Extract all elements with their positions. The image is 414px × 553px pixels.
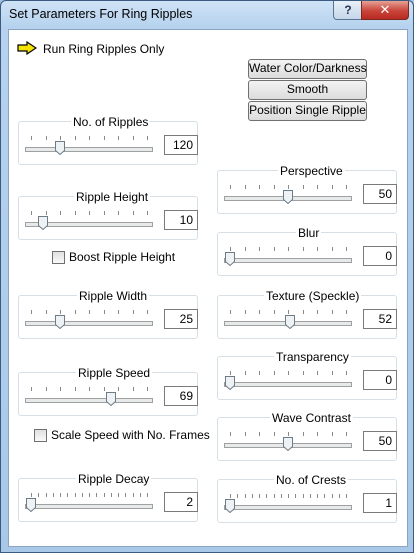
slider-tick [266,494,267,498]
slider-tick [147,211,148,215]
ripple-height-label: Ripple Height [76,190,149,204]
slider-tick [31,136,32,140]
slider-tick [230,432,231,436]
ripple-width-slider[interactable] [25,308,153,332]
slider-tick [133,310,134,314]
slider-tick [67,493,68,497]
slider-ticks [230,310,346,314]
transparency-value[interactable]: 0 [363,370,397,390]
slider-tick [281,494,282,498]
slider-tick [346,494,347,498]
slider-tick [332,247,333,251]
no-of-ripples-label: No. of Ripples [73,115,149,129]
slider-tick [303,371,304,375]
window-title: Set Parameters For Ring Ripples [9,7,193,21]
slider-tick [46,493,47,497]
slider-tick [317,185,318,189]
slider-tick [60,136,61,140]
ripple-speed-slider[interactable] [25,385,153,409]
slider-tick [89,310,90,314]
slider-thumb[interactable] [26,498,36,512]
slider-tick [46,387,47,391]
blur-label: Blur [298,226,320,240]
slider-tick [96,493,97,497]
no-of-crests-label: No. of Crests [276,473,347,487]
slider-ticks [31,211,147,215]
slider-tick [259,432,260,436]
slider-tick [332,310,333,314]
blur-value[interactable]: 0 [363,246,397,266]
slider-tick [274,371,275,375]
boost-ripple-height-label: Boost Ripple Height [69,250,176,264]
help-button[interactable]: ? [333,1,363,20]
slider-thumb[interactable] [106,392,116,406]
ripple-width-value[interactable]: 25 [164,309,198,329]
slider-tick [46,310,47,314]
smooth-button[interactable]: Smooth [248,80,367,100]
slider-tick [60,387,61,391]
slider-tick [75,387,76,391]
slider-tick [60,310,61,314]
slider-ticks [31,493,147,497]
slider-tick [111,493,112,497]
slider-track[interactable] [224,382,352,387]
slider-tick [230,371,231,375]
no-of-crests-slider[interactable] [224,492,352,516]
slider-track[interactable] [224,505,352,510]
slider-tick [60,211,61,215]
slider-tick [147,310,148,314]
slider-ticks [31,310,147,314]
slider-tick [125,493,126,497]
slider-thumb[interactable] [225,376,235,390]
wave-contrast-value[interactable]: 50 [363,431,397,451]
slider-ticks [31,387,147,391]
slider-tick [89,211,90,215]
slider-tick [303,432,304,436]
slider-track[interactable] [25,321,153,326]
slider-ticks [230,247,346,251]
slider-tick [31,387,32,391]
slider-tick [288,371,289,375]
slider-thumb[interactable] [283,437,293,451]
transparency-label: Transparency [276,350,349,364]
slider-tick [259,185,260,189]
slider-tick [147,493,148,497]
slider-tick [118,387,119,391]
slider-tick [288,247,289,251]
slider-tick [245,494,246,498]
slider-tick [46,211,47,215]
slider-tick [259,371,260,375]
slider-tick [274,247,275,251]
slider-tick [104,310,105,314]
slider-tick [324,494,325,498]
slider-tick [133,211,134,215]
slider-tick [46,136,47,140]
slider-tick [53,493,54,497]
slider-tick [303,310,304,314]
slider-tick [310,494,311,498]
texture-speckle-label: Texture (Speckle) [266,289,360,303]
water-color-darkness-button[interactable]: Water Color/Darkness [248,59,367,79]
slider-tick [346,310,347,314]
slider-tick [346,371,347,375]
slider-tick [346,432,347,436]
perspective-value[interactable]: 50 [363,184,397,204]
ripple-speed-label: Ripple Speed [78,366,151,380]
slider-tick [230,310,231,314]
slider-ticks [230,185,346,189]
wave-contrast-label: Wave Contrast [272,411,351,425]
slider-tick [118,310,119,314]
ripple-speed-value[interactable]: 69 [164,386,198,406]
slider-thumb[interactable] [225,499,235,513]
slider-tick [75,211,76,215]
slider-tick [245,432,246,436]
slider-tick [317,432,318,436]
slider-tick [288,432,289,436]
slider-tick [259,310,260,314]
slider-tick [133,387,134,391]
slider-tick [237,494,238,498]
slider-tick [317,310,318,314]
slider-tick [140,493,141,497]
texture-speckle-slider[interactable] [224,308,352,332]
slider-track[interactable] [25,398,153,403]
slider-tick [332,185,333,189]
ripple-width-label: Ripple Width [79,289,148,303]
slider-tick [60,493,61,497]
slider-thumb[interactable] [283,190,293,204]
slider-tick [288,310,289,314]
slider-tick [31,310,32,314]
slider-tick [339,494,340,498]
slider-tick [89,493,90,497]
slider-tick [288,185,289,189]
slider-tick [147,387,148,391]
slider-tick [38,493,39,497]
slider-tick [118,493,119,497]
slider-tick [252,494,253,498]
slider-thumb[interactable] [285,315,295,329]
slider-thumb[interactable] [55,315,65,329]
slider-tick [274,185,275,189]
slider-tick [295,494,296,498]
slider-tick [75,310,76,314]
slider-tick [118,136,119,140]
slider-thumb[interactable] [38,216,48,230]
slider-ticks [230,432,346,436]
slider-tick [133,493,134,497]
no-of-ripples-value[interactable]: 120 [164,135,198,155]
ripple-height-slider[interactable] [25,209,153,233]
transparency-slider[interactable] [224,369,352,393]
slider-tick [133,136,134,140]
blur-slider[interactable] [224,245,352,269]
slider-ticks [230,371,346,375]
slider-tick [245,371,246,375]
slider-tick [317,247,318,251]
slider-tick [303,185,304,189]
slider-tick [274,494,275,498]
checkbox-box[interactable] [34,429,47,442]
slider-tick [104,211,105,215]
slider-tick [346,185,347,189]
dialog-client-area [8,29,408,547]
slider-tick [75,136,76,140]
slider-tick [332,494,333,498]
close-button[interactable]: ✕ [361,1,409,20]
slider-tick [230,247,231,251]
ripple-decay-slider[interactable] [25,491,153,515]
slider-tick [75,493,76,497]
slider-tick [118,211,119,215]
slider-tick [104,493,105,497]
ripple-height-value[interactable]: 10 [164,210,198,230]
no-of-crests-value[interactable]: 1 [363,493,397,513]
slider-tick [259,247,260,251]
slider-track[interactable] [224,258,352,263]
slider-ticks [230,494,346,498]
slider-tick [274,310,275,314]
slider-tick [31,211,32,215]
arrow-right-icon [17,41,37,55]
slider-tick [230,185,231,189]
position-single-ripple-button[interactable]: Position Single Ripple [248,101,367,121]
slider-tick [82,493,83,497]
slider-tick [31,493,32,497]
slider-tick [332,371,333,375]
slider-tick [317,494,318,498]
checkbox-box[interactable] [52,251,65,264]
slider-tick [230,494,231,498]
no-of-ripples-slider[interactable] [25,134,153,158]
slider-tick [317,371,318,375]
wave-contrast-slider[interactable] [224,430,352,454]
slider-tick [332,432,333,436]
ripple-decay-value[interactable]: 2 [164,492,198,512]
slider-thumb[interactable] [55,141,65,155]
slider-tick [303,494,304,498]
slider-tick [104,136,105,140]
slider-tick [303,247,304,251]
slider-track[interactable] [25,147,153,152]
slider-tick [104,387,105,391]
slider-tick [89,387,90,391]
ripple-decay-label: Ripple Decay [78,472,150,486]
slider-tick [274,432,275,436]
run-ring-ripples-only-label: Run Ring Ripples Only [43,42,165,56]
slider-tick [245,310,246,314]
slider-ticks [31,136,147,140]
slider-thumb[interactable] [225,252,235,266]
slider-track[interactable] [25,504,153,509]
scale-speed-label: Scale Speed with No. Frames [51,428,210,442]
slider-tick [245,185,246,189]
slider-tick [147,136,148,140]
slider-tick [89,136,90,140]
slider-tick [346,247,347,251]
slider-tick [288,494,289,498]
perspective-label: Perspective [280,164,343,178]
perspective-slider[interactable] [224,183,352,207]
texture-speckle-value[interactable]: 52 [363,309,397,329]
slider-tick [245,247,246,251]
slider-tick [259,494,260,498]
